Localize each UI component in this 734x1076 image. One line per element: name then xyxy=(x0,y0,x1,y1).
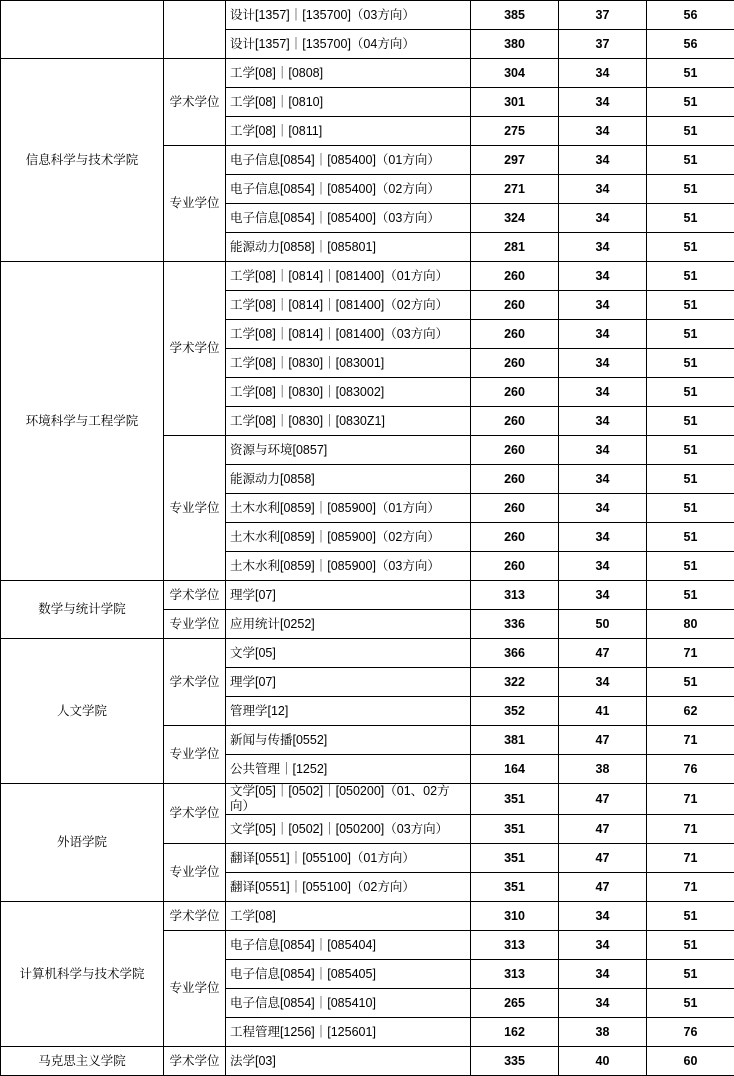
major-cell: 电子信息[0854]｜[085400]（01方向） xyxy=(226,146,471,175)
total-score-cell: 351 xyxy=(471,815,559,844)
single-subject-over100-cell: 51 xyxy=(647,902,734,931)
total-score-cell: 260 xyxy=(471,552,559,581)
total-score-cell: 310 xyxy=(471,902,559,931)
single-subject-100-cell: 38 xyxy=(559,1018,647,1047)
single-subject-100-cell: 47 xyxy=(559,815,647,844)
single-subject-100-cell: 47 xyxy=(559,784,647,815)
single-subject-100-cell: 34 xyxy=(559,320,647,349)
total-score-cell: 313 xyxy=(471,960,559,989)
degree-type-cell: 学术学位 xyxy=(164,784,226,844)
single-subject-100-cell: 34 xyxy=(559,494,647,523)
total-score-cell: 260 xyxy=(471,523,559,552)
single-subject-100-cell: 34 xyxy=(559,233,647,262)
major-cell: 法学[03] xyxy=(226,1047,471,1076)
total-score-cell: 324 xyxy=(471,204,559,233)
major-cell: 电子信息[0854]｜[085400]（03方向） xyxy=(226,204,471,233)
major-cell: 工学[08]｜[0810] xyxy=(226,88,471,117)
degree-type-cell: 学术学位 xyxy=(164,262,226,436)
major-cell: 工学[08] xyxy=(226,902,471,931)
major-cell: 工学[08]｜[0830]｜[083002] xyxy=(226,378,471,407)
single-subject-over100-cell: 71 xyxy=(647,873,734,902)
single-subject-100-cell: 34 xyxy=(559,668,647,697)
degree-type-cell: 专业学位 xyxy=(164,844,226,902)
single-subject-100-cell: 34 xyxy=(559,523,647,552)
single-subject-100-cell: 38 xyxy=(559,755,647,784)
degree-type-cell: 专业学位 xyxy=(164,726,226,784)
single-subject-100-cell: 34 xyxy=(559,552,647,581)
single-subject-over100-cell: 51 xyxy=(647,668,734,697)
single-subject-100-cell: 34 xyxy=(559,262,647,291)
major-cell: 工学[08]｜[0814]｜[081400]（01方向） xyxy=(226,262,471,291)
total-score-cell: 260 xyxy=(471,465,559,494)
major-cell: 应用统计[0252] xyxy=(226,610,471,639)
total-score-cell: 380 xyxy=(471,30,559,59)
table-row xyxy=(1,639,734,668)
single-subject-100-cell: 34 xyxy=(559,117,647,146)
total-score-cell: 351 xyxy=(471,784,559,815)
degree-type-cell: 学术学位 xyxy=(164,581,226,610)
major-cell: 土木水利[0859]｜[085900]（02方向） xyxy=(226,523,471,552)
major-cell: 土木水利[0859]｜[085900]（01方向） xyxy=(226,494,471,523)
college-cell: 计算机科学与技术学院 xyxy=(1,902,164,1047)
major-cell: 工学[08]｜[0814]｜[081400]（03方向） xyxy=(226,320,471,349)
total-score-cell: 366 xyxy=(471,639,559,668)
total-score-cell: 260 xyxy=(471,436,559,465)
single-subject-100-cell: 47 xyxy=(559,873,647,902)
single-subject-100-cell: 34 xyxy=(559,960,647,989)
single-subject-100-cell: 47 xyxy=(559,639,647,668)
major-cell: 能源动力[0858] xyxy=(226,465,471,494)
single-subject-over100-cell: 51 xyxy=(647,552,734,581)
total-score-cell: 162 xyxy=(471,1018,559,1047)
degree-type-cell: 专业学位 xyxy=(164,436,226,581)
total-score-cell: 351 xyxy=(471,873,559,902)
major-cell: 翻译[0551]｜[055100]（01方向） xyxy=(226,844,471,873)
major-cell: 管理学[12] xyxy=(226,697,471,726)
degree-type-cell: 专业学位 xyxy=(164,931,226,1047)
total-score-cell: 260 xyxy=(471,320,559,349)
major-cell: 工学[08]｜[0808] xyxy=(226,59,471,88)
total-score-cell: 313 xyxy=(471,581,559,610)
single-subject-100-cell: 34 xyxy=(559,465,647,494)
degree-type-cell: 专业学位 xyxy=(164,610,226,639)
total-score-cell: 304 xyxy=(471,59,559,88)
total-score-cell: 260 xyxy=(471,349,559,378)
table-body xyxy=(1,1,734,1076)
single-subject-100-cell: 34 xyxy=(559,581,647,610)
college-cell: 环境科学与工程学院 xyxy=(1,262,164,581)
single-subject-over100-cell: 51 xyxy=(647,349,734,378)
single-subject-over100-cell: 76 xyxy=(647,1018,734,1047)
major-cell: 资源与环境[0857] xyxy=(226,436,471,465)
total-score-cell: 260 xyxy=(471,407,559,436)
single-subject-100-cell: 34 xyxy=(559,989,647,1018)
total-score-cell: 260 xyxy=(471,378,559,407)
total-score-cell: 260 xyxy=(471,494,559,523)
single-subject-over100-cell: 51 xyxy=(647,146,734,175)
college-cell: 信息科学与技术学院 xyxy=(1,59,164,262)
major-cell: 公共管理｜[1252] xyxy=(226,755,471,784)
major-cell: 设计[1357]｜[135700]（03方向） xyxy=(226,1,471,30)
single-subject-over100-cell: 51 xyxy=(647,291,734,320)
table-row xyxy=(1,784,734,815)
total-score-cell: 297 xyxy=(471,146,559,175)
single-subject-100-cell: 34 xyxy=(559,931,647,960)
single-subject-100-cell: 34 xyxy=(559,291,647,320)
single-subject-100-cell: 34 xyxy=(559,407,647,436)
major-cell: 工学[08]｜[0830]｜[083001] xyxy=(226,349,471,378)
single-subject-100-cell: 34 xyxy=(559,349,647,378)
single-subject-over100-cell: 51 xyxy=(647,989,734,1018)
single-subject-100-cell: 37 xyxy=(559,30,647,59)
total-score-cell: 260 xyxy=(471,291,559,320)
degree-type-cell: 学术学位 xyxy=(164,902,226,931)
major-cell: 工学[08]｜[0814]｜[081400]（02方向） xyxy=(226,291,471,320)
major-cell: 电子信息[0854]｜[085405] xyxy=(226,960,471,989)
table-row xyxy=(1,262,734,291)
single-subject-over100-cell: 76 xyxy=(647,755,734,784)
total-score-cell: 385 xyxy=(471,1,559,30)
single-subject-over100-cell: 71 xyxy=(647,815,734,844)
single-subject-over100-cell: 51 xyxy=(647,233,734,262)
total-score-cell: 352 xyxy=(471,697,559,726)
college-cell: 外语学院 xyxy=(1,784,164,902)
total-score-cell: 322 xyxy=(471,668,559,697)
single-subject-over100-cell: 51 xyxy=(647,175,734,204)
major-cell: 理学[07] xyxy=(226,668,471,697)
single-subject-over100-cell: 56 xyxy=(647,30,734,59)
total-score-cell: 265 xyxy=(471,989,559,1018)
major-cell: 理学[07] xyxy=(226,581,471,610)
single-subject-over100-cell: 62 xyxy=(647,697,734,726)
total-score-cell: 351 xyxy=(471,844,559,873)
single-subject-100-cell: 34 xyxy=(559,146,647,175)
degree-type-cell: 学术学位 xyxy=(164,639,226,726)
major-cell: 工学[08]｜[0811] xyxy=(226,117,471,146)
single-subject-over100-cell: 71 xyxy=(647,784,734,815)
single-subject-over100-cell: 51 xyxy=(647,59,734,88)
major-cell: 文学[05]｜[0502]｜[050200]（01、02方向） xyxy=(226,784,471,815)
degree-type-cell: 专业学位 xyxy=(164,146,226,262)
single-subject-100-cell: 37 xyxy=(559,1,647,30)
major-cell: 文学[05] xyxy=(226,639,471,668)
table-row xyxy=(1,581,734,610)
major-cell: 电子信息[0854]｜[085404] xyxy=(226,931,471,960)
major-cell: 电子信息[0854]｜[085410] xyxy=(226,989,471,1018)
single-subject-100-cell: 34 xyxy=(559,902,647,931)
total-score-cell: 260 xyxy=(471,262,559,291)
total-score-cell: 381 xyxy=(471,726,559,755)
college-cell: 数学与统计学院 xyxy=(1,581,164,639)
total-score-cell: 271 xyxy=(471,175,559,204)
major-cell: 文学[05]｜[0502]｜[050200]（03方向） xyxy=(226,815,471,844)
table-row xyxy=(1,1047,734,1076)
major-cell: 翻译[0551]｜[055100]（02方向） xyxy=(226,873,471,902)
college-cell xyxy=(1,1,164,59)
single-subject-over100-cell: 71 xyxy=(647,726,734,755)
single-subject-100-cell: 34 xyxy=(559,59,647,88)
major-cell: 土木水利[0859]｜[085900]（03方向） xyxy=(226,552,471,581)
table-row xyxy=(1,59,734,88)
single-subject-100-cell: 50 xyxy=(559,610,647,639)
degree-type-cell: 学术学位 xyxy=(164,59,226,146)
single-subject-100-cell: 34 xyxy=(559,88,647,117)
single-subject-over100-cell: 51 xyxy=(647,523,734,552)
single-subject-100-cell: 34 xyxy=(559,175,647,204)
single-subject-over100-cell: 51 xyxy=(647,88,734,117)
major-cell: 工程管理[1256]｜[125601] xyxy=(226,1018,471,1047)
total-score-cell: 281 xyxy=(471,233,559,262)
total-score-cell: 336 xyxy=(471,610,559,639)
degree-type-cell xyxy=(164,1,226,59)
single-subject-over100-cell: 51 xyxy=(647,320,734,349)
major-cell: 工学[08]｜[0830]｜[0830Z1] xyxy=(226,407,471,436)
major-cell: 能源动力[0858]｜[085801] xyxy=(226,233,471,262)
single-subject-over100-cell: 56 xyxy=(647,1,734,30)
single-subject-over100-cell: 51 xyxy=(647,465,734,494)
total-score-cell: 335 xyxy=(471,1047,559,1076)
single-subject-over100-cell: 51 xyxy=(647,117,734,146)
major-cell: 电子信息[0854]｜[085400]（02方向） xyxy=(226,175,471,204)
college-cell: 人文学院 xyxy=(1,639,164,784)
degree-type-cell: 学术学位 xyxy=(164,1047,226,1076)
single-subject-100-cell: 47 xyxy=(559,844,647,873)
single-subject-over100-cell: 51 xyxy=(647,204,734,233)
single-subject-100-cell: 41 xyxy=(559,697,647,726)
single-subject-over100-cell: 51 xyxy=(647,436,734,465)
table-row xyxy=(1,1,734,30)
single-subject-over100-cell: 71 xyxy=(647,844,734,873)
college-cell: 马克思主义学院 xyxy=(1,1047,164,1076)
single-subject-100-cell: 34 xyxy=(559,378,647,407)
single-subject-over100-cell: 51 xyxy=(647,262,734,291)
single-subject-100-cell: 34 xyxy=(559,204,647,233)
single-subject-over100-cell: 51 xyxy=(647,581,734,610)
single-subject-over100-cell: 60 xyxy=(647,1047,734,1076)
single-subject-over100-cell: 80 xyxy=(647,610,734,639)
single-subject-over100-cell: 51 xyxy=(647,931,734,960)
single-subject-over100-cell: 51 xyxy=(647,378,734,407)
table-row xyxy=(1,902,734,931)
single-subject-over100-cell: 51 xyxy=(647,960,734,989)
single-subject-100-cell: 47 xyxy=(559,726,647,755)
major-cell: 新闻与传播[0552] xyxy=(226,726,471,755)
single-subject-over100-cell: 51 xyxy=(647,407,734,436)
single-subject-over100-cell: 71 xyxy=(647,639,734,668)
total-score-cell: 275 xyxy=(471,117,559,146)
major-cell: 设计[1357]｜[135700]（04方向） xyxy=(226,30,471,59)
total-score-cell: 313 xyxy=(471,931,559,960)
total-score-cell: 301 xyxy=(471,88,559,117)
total-score-cell: 164 xyxy=(471,755,559,784)
single-subject-100-cell: 40 xyxy=(559,1047,647,1076)
single-subject-over100-cell: 51 xyxy=(647,494,734,523)
single-subject-100-cell: 34 xyxy=(559,436,647,465)
